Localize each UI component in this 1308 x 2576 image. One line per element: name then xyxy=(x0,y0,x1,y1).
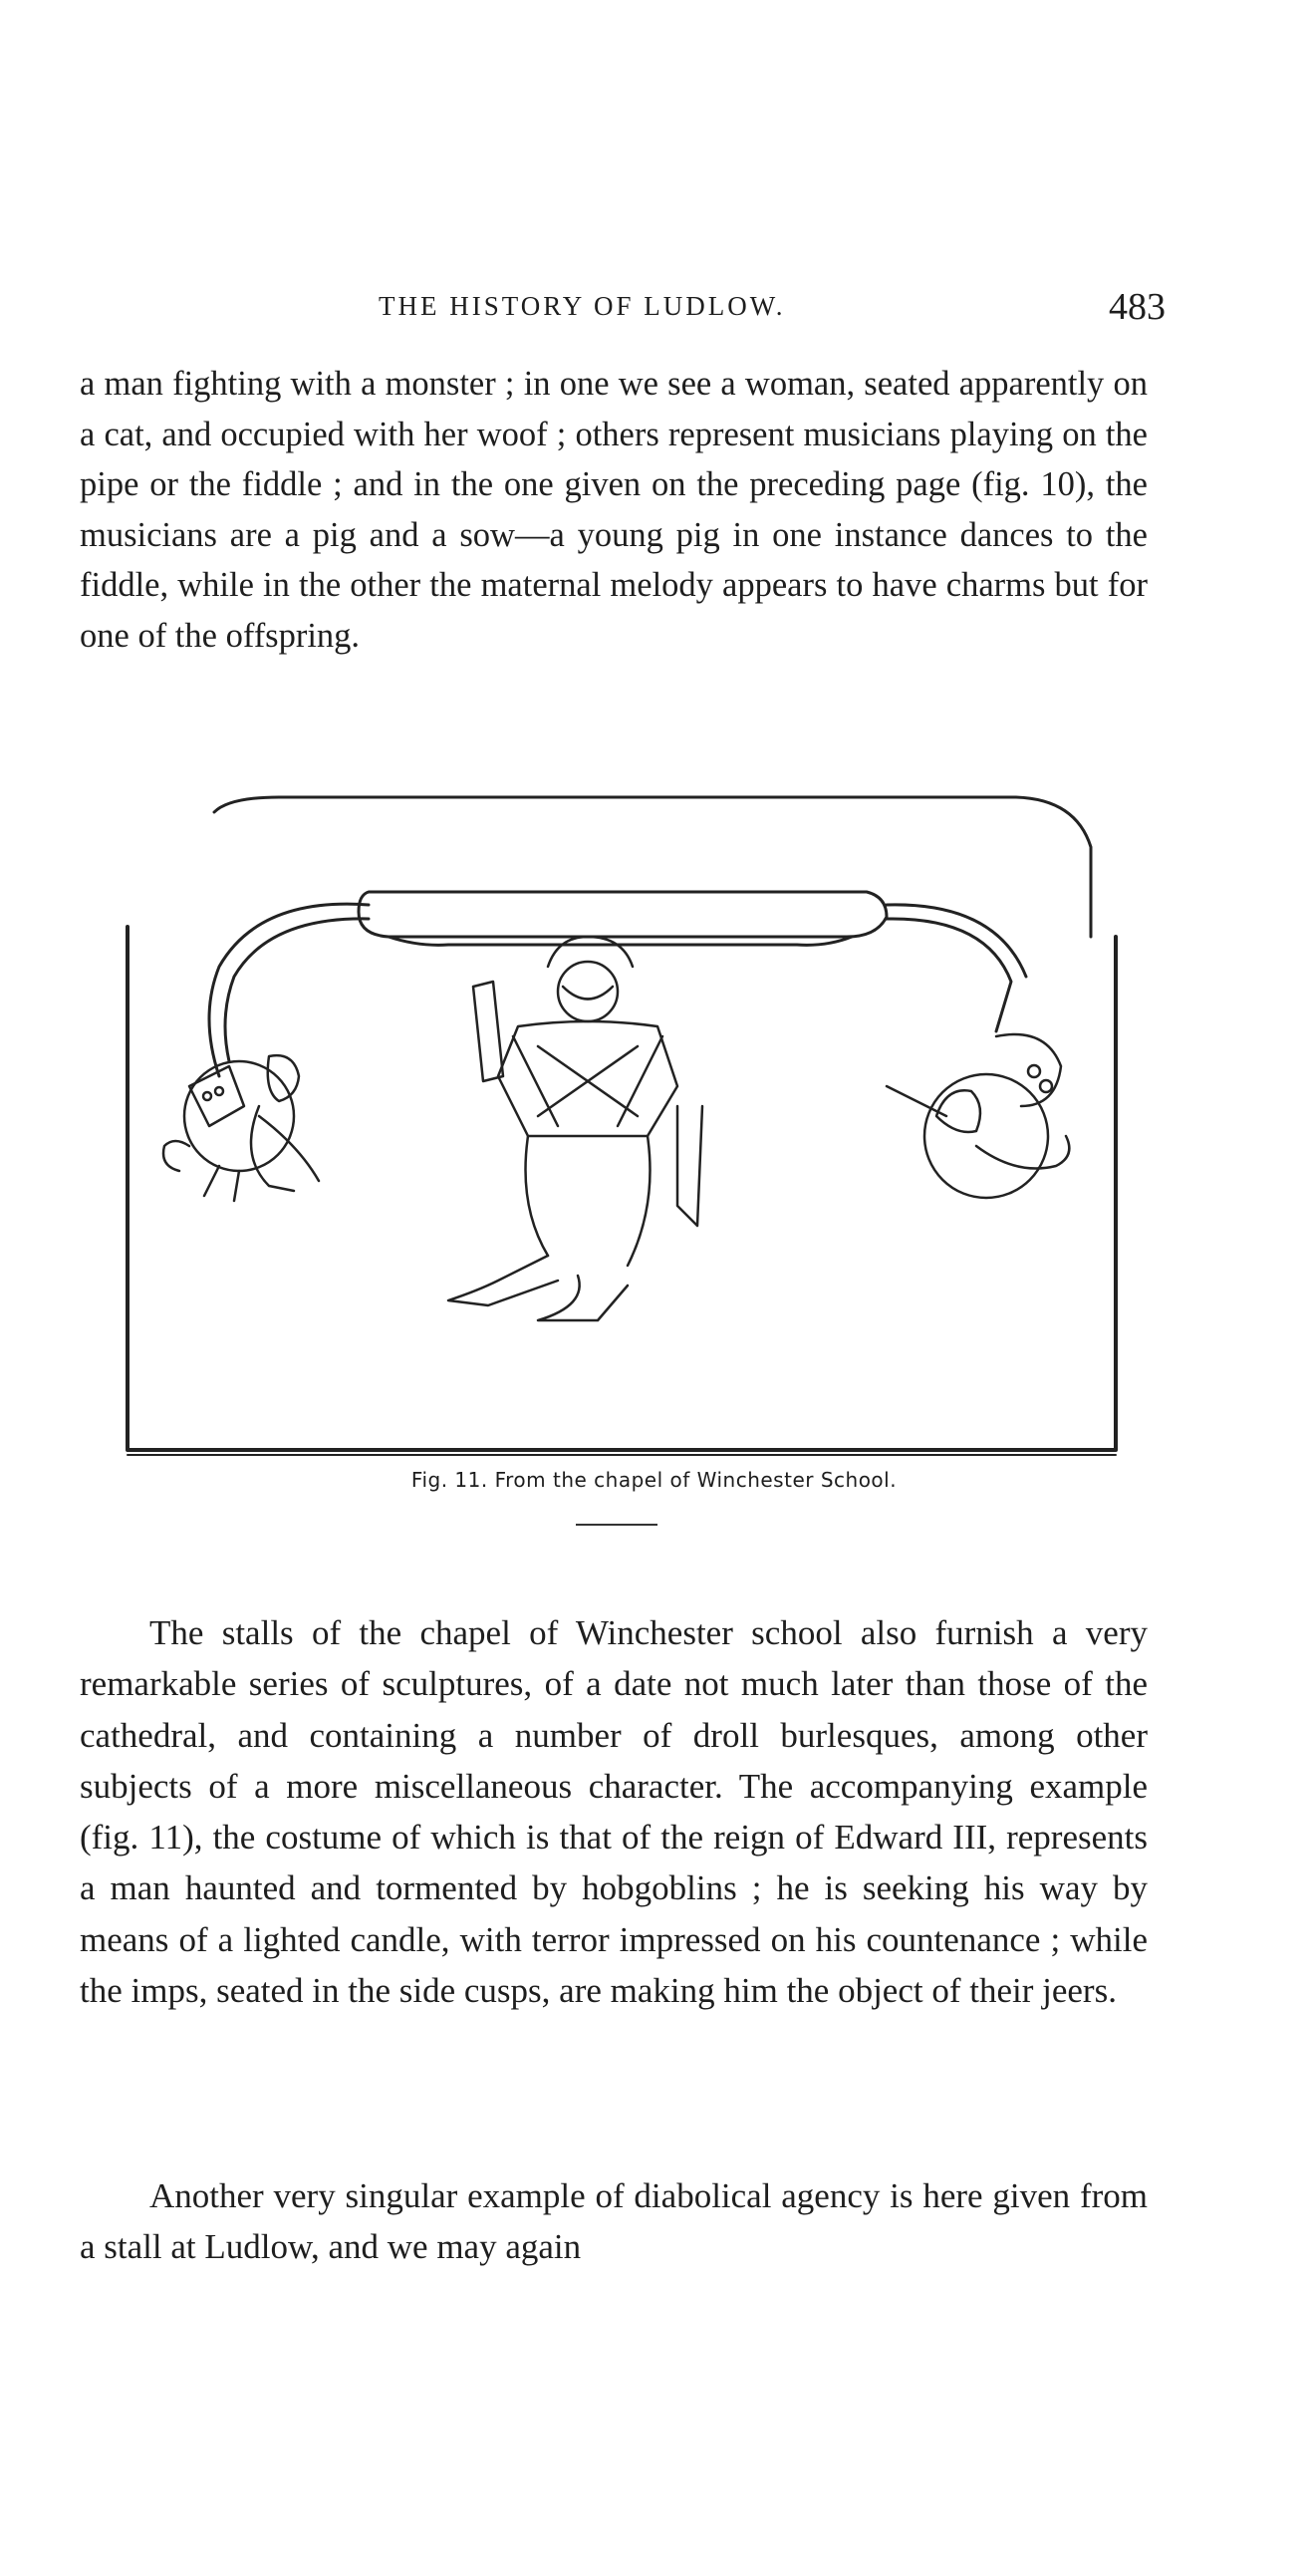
seat-ledge xyxy=(359,892,887,937)
right-imp xyxy=(887,1034,1069,1198)
right-scroll xyxy=(887,905,1026,977)
winchester-paragraph: The stalls of the chapel of Winchester school also furnish a very remarkable series of sculptures, of a date not much later than those of the cathedral, and containing a number of droll burlesques, among other subjects of a more miscellaneous character. The accompanying example (fig. 11), the costume of which is that of the reign of Edward III, represents a man haunted and tormented by hobgoblins ; he is seeking his way by means of a lighted candle, with terror impressed on his countenance ; while the imps, seated in the side cusps, are making him the object of their jeers. xyxy=(80,1613,1148,2011)
page-number: 483 xyxy=(1109,286,1166,328)
figure-caption: Fig. 11. From the chapel of Winchester School. xyxy=(410,1468,898,1492)
misericord-engraving xyxy=(120,787,1126,1465)
stall-outline xyxy=(214,797,1091,937)
section-divider xyxy=(576,1524,657,1526)
running-title: THE HISTORY OF LUDLOW. xyxy=(379,291,786,321)
continued-paragraph: a man fighting with a monster ; in one we see a woman, seated apparently on a cat, and occupied with her woof ; others represent musicians playing on the pipe or the fiddle ; and in the one given on the preceding page (fig. 10), the musicians are a pig and a sow—a young pig in one instance dances to the fiddle, while in the other the maternal melody appears to have charms but for one of the offspring. xyxy=(80,365,1148,655)
left-imp xyxy=(163,1055,319,1201)
ludlow-paragraph: Another very singular example of diabolical agency is here given from a stall at Ludlow, and we may again xyxy=(80,2176,1148,2267)
central-figure xyxy=(448,937,702,1320)
running-header xyxy=(80,285,1166,335)
